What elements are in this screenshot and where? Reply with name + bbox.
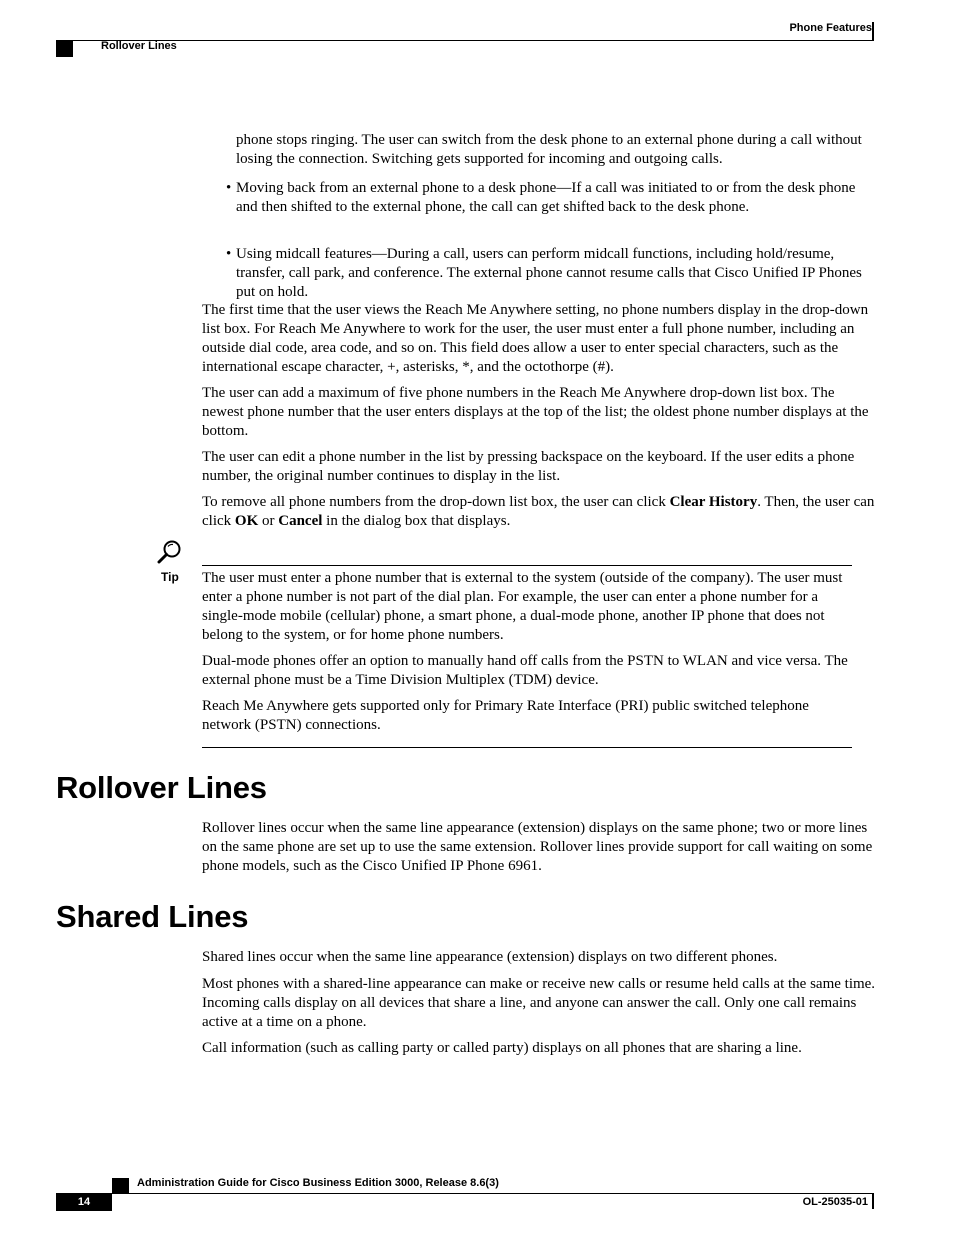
cancel-term: Cancel [278, 513, 323, 529]
clear-history-term: Clear History [669, 494, 758, 510]
tip-paragraph-pri: Reach Me Anywhere gets supported only for Primary Rate Interface (PRI) public switched telephone network (PSTN) connections. [202, 698, 809, 733]
running-header-chapter: Rollover Lines [101, 40, 177, 52]
heading-shared-lines: Shared Lines [56, 899, 249, 934]
remove-text-4: in the dialog box that displays. [322, 513, 511, 529]
tip-paragraph-dual-mode: Dual-mode phones offer an option to manually hand off calls from the PSTN to WLAN and vice versa. The external phone must be a Time Division Multiplex (TDM) device. [202, 653, 848, 688]
ok-term: OK [234, 513, 259, 529]
document-number: OL-25035-01 [802, 1196, 868, 1208]
tip-bottom-rule [202, 747, 852, 748]
paragraph-call-information: Call information (such as calling party or called party) displays on all phones that are sharing a line. [202, 1040, 802, 1056]
header-rule [56, 40, 874, 41]
paragraph-shared-definition: Shared lines occur when the same line appearance (extension) displays on two different phones. [202, 949, 778, 965]
bullet-marker: • [226, 180, 232, 196]
paragraph-rollover: Rollover lines occur when the same line appearance (extension) displays on the same phone; two or more lines on the same phone are set up to use the same extension. Rollover lines provide support for call waiting on some phone models, such as the Cisco Unified IP Phone 6961. [202, 820, 873, 874]
bullet-item-moving-back: Moving back from an external phone to a desk phone—If a call was initiated to or from the desk phone and then shifted to the external phone, the call can get shifted back to the desk phone. [236, 180, 856, 215]
intro-continuation: phone stops ringing. The user can switch from the desk phone to an external phone during a call without losing the connection. Switching gets supported for incoming and outgoing calls. [236, 132, 862, 167]
page-number: 14 [56, 1193, 112, 1211]
header-block-marker [56, 41, 73, 57]
remove-text-2: . Then, the user can click [202, 494, 875, 529]
bullet-marker: • [226, 246, 232, 262]
tip-top-rule [202, 565, 852, 566]
remove-text-1: To remove all phone numbers from the drop-down list box, the user can click [202, 494, 670, 510]
bullet-item-midcall: Using midcall features—During a call, users can perform midcall functions, including hold/resume, transfer, call park, and conference. The external phone cannot resume calls that Cisco Unified IP Phones put on hold. [236, 246, 862, 300]
footer-block-marker [112, 1178, 129, 1194]
running-header-section: Phone Features [789, 22, 872, 34]
paragraph-edit-number: The user can edit a phone number in the list by pressing backspace on the keyboard. If the user edits a phone number, the original number continues to display in the list. [202, 449, 855, 484]
paragraph-remove-numbers [202, 493, 878, 531]
paragraph-first-time: The first time that the user views the Reach Me Anywhere setting, no phone numbers display in the drop-down list box. For Reach Me Anywhere to work for the user, the user must enter a full phone number, including an outside dial code, area code, and so on. This field does allow a user to enter special characters, such as the international escape character, +, asterisks, *, and the octothorpe (#). [202, 302, 869, 375]
header-vertical-bar [872, 22, 874, 40]
magnifier-icon [157, 539, 183, 565]
remove-text-3: or [258, 513, 279, 529]
tip-label: Tip [161, 570, 179, 584]
heading-rollover-lines: Rollover Lines [56, 770, 267, 805]
paragraph-max-five: The user can add a maximum of five phone numbers in the Reach Me Anywhere drop-down list box. The newest phone number that the user enters displays at the top of the list; the oldest phone number displays at the bottom. [202, 385, 869, 439]
tip-paragraph-external: The user must enter a phone number that is external to the system (outside of the company). The user must enter a phone number is not part of the dial plan. For example, the user can enter a phone number for a single-mode mobile (cellular) phone, a smart phone, a dual-mode phone, another IP phone that does not belong to the system, or for home phone numbers. [202, 570, 843, 643]
paragraph-shared-behavior: Most phones with a shared-line appearance can make or receive new calls or resume held calls at the same time. Incoming calls display on all devices that share a line, and anyone can answer the call. Only one call remains active at a time on a phone. [202, 976, 876, 1030]
footer-vertical-bar [872, 1193, 874, 1209]
footer-guide-title: Administration Guide for Cisco Business Edition 3000, Release 8.6(3) [137, 1177, 499, 1189]
footer-rule [112, 1193, 874, 1194]
